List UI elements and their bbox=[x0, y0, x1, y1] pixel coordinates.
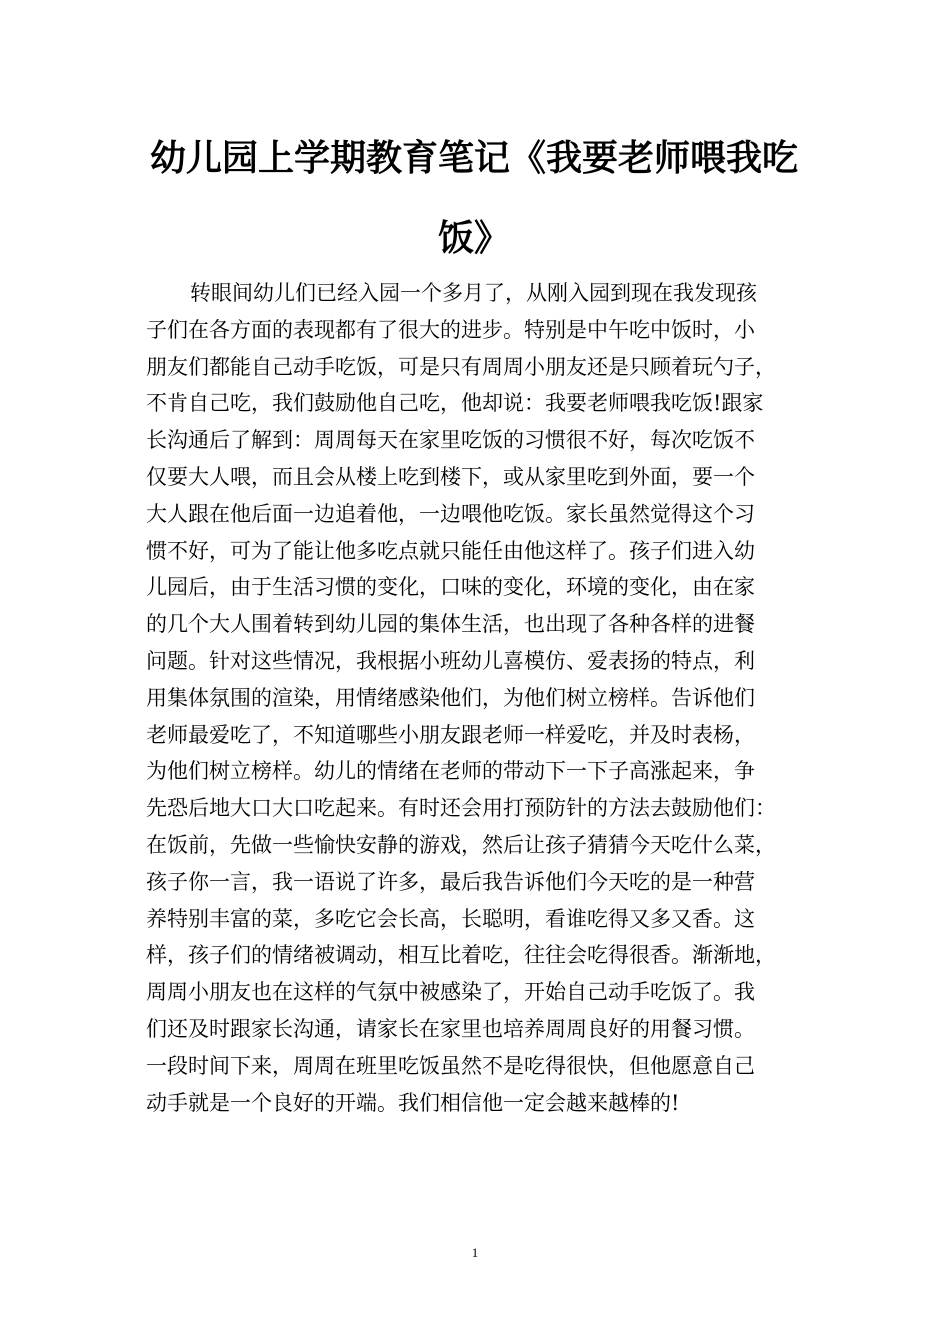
body-line: 孩子你一言，我一语说了许多，最后我告诉他们今天吃的是一种营 bbox=[146, 869, 755, 894]
body-line: 一段时间下来，周周在班里吃饭虽然不是吃得很快，但他愿意自己 bbox=[146, 1053, 755, 1078]
body-line: 子们在各方面的表现都有了很大的进步。特别是中午吃中饭时，小 bbox=[146, 317, 755, 342]
body-line: 先恐后地大口大口吃起来。有时还会用打预防针的方法去鼓励他们： bbox=[146, 796, 776, 821]
body-line: 仅要大人喂，而且会从楼上吃到楼下，或从家里吃到外面，要一个 bbox=[146, 464, 755, 489]
body-line: 样，孩子们的情绪被调动，相互比着吃，往往会吃得很香。渐渐地， bbox=[146, 943, 776, 968]
body-line: 用集体氛围的渲染，用情绪感染他们，为他们树立榜样。告诉他们 bbox=[146, 685, 755, 710]
body-line: 朋友们都能自己动手吃饭，可是只有周周小朋友还是只顾着玩勺子， bbox=[146, 354, 776, 379]
body-line: 的几个大人围着转到幼儿园的集体生活，也出现了各种各样的进餐 bbox=[146, 612, 755, 637]
document-title bbox=[146, 118, 802, 278]
title-line-1: 幼儿园上学期教育笔记《我要老师喂我吃 bbox=[149, 137, 798, 179]
body-line: 儿园后，由于生活习惯的变化，口味的变化，环境的变化，由在家 bbox=[146, 575, 755, 600]
body-line: 长沟通后了解到：周周每天在家里吃饭的习惯很不好，每次吃饭不 bbox=[146, 428, 755, 453]
body-line: 养特别丰富的菜，多吃它会长高，长聪明，看谁吃得又多又香。这 bbox=[146, 906, 755, 931]
title-line-2: 饭》 bbox=[437, 217, 510, 259]
body-line: 为他们树立榜样。幼儿的情绪在老师的带动下一下子高涨起来，争 bbox=[146, 759, 755, 784]
body-line: 动手就是一个良好的开端。我们相信他一定会越来越棒的! bbox=[146, 1090, 680, 1115]
body-paragraph bbox=[146, 275, 818, 1121]
body-line: 在饭前，先做一些愉快安静的游戏，然后让孩子猜猜今天吃什么菜， bbox=[146, 832, 776, 857]
body-line: 不肯自己吃，我们鼓励他自己吃，他却说：我要老师喂我吃饭!跟家 bbox=[146, 391, 764, 416]
body-line: 们还及时跟家长沟通，请家长在家里也培养周周良好的用餐习惯。 bbox=[146, 1016, 755, 1041]
body-line: 问题。针对这些情况，我根据小班幼儿喜模仿、爱表扬的特点，利 bbox=[146, 648, 755, 673]
page-number: 1 bbox=[471, 1245, 479, 1260]
body-line: 老师最爱吃了，不知道哪些小朋友跟老师一样爱吃，并及时表杨， bbox=[146, 722, 755, 747]
body-line: 周周小朋友也在这样的气氛中被感染了，开始自己动手吃饭了。我 bbox=[146, 980, 755, 1005]
body-line: 惯不好，可为了能让他多吃点就只能任由他这样了。孩子们进入幼 bbox=[146, 538, 755, 563]
body-line: 大人跟在他后面一边追着他，一边喂他吃饭。家长虽然觉得这个习 bbox=[146, 501, 755, 526]
body-line: 转眼间幼儿们已经入园一个多月了，从刚入园到现在我发现孩 bbox=[190, 281, 757, 305]
